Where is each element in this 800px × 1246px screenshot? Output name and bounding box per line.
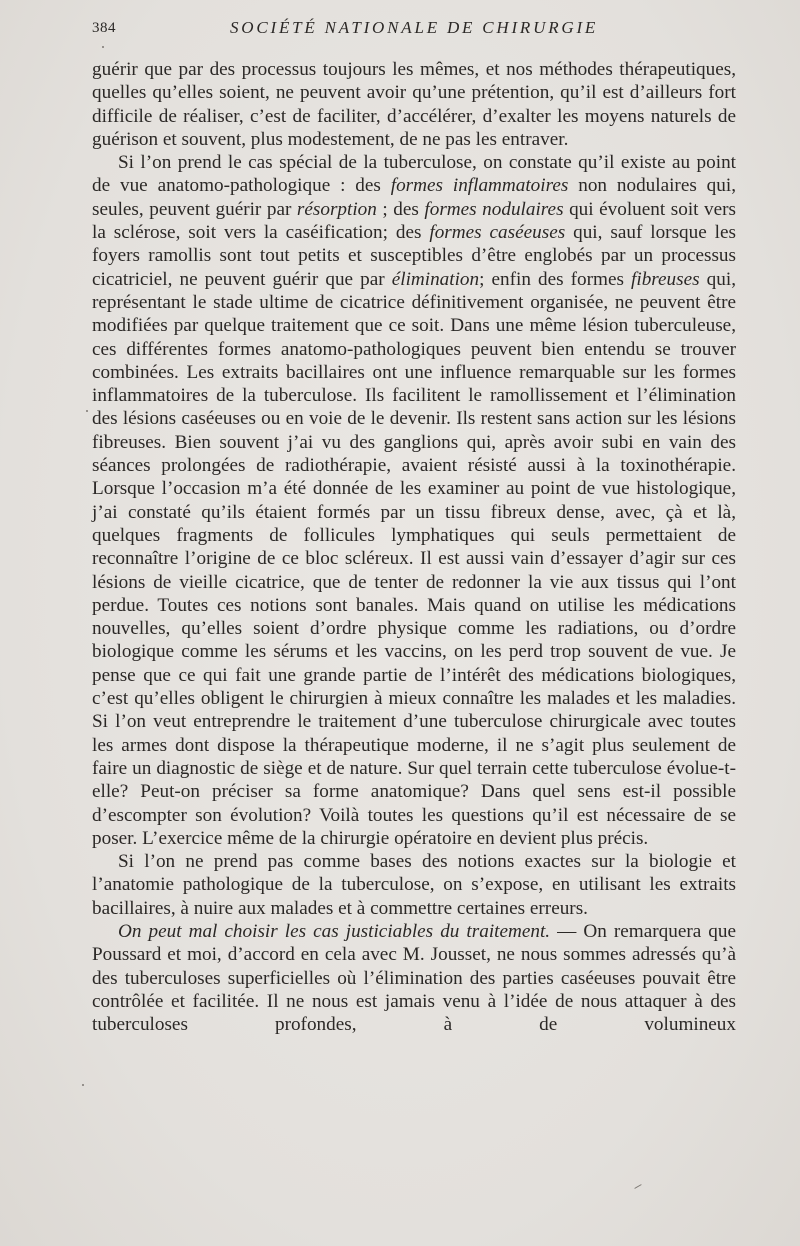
paragraph-3 [92,850,736,920]
paragraph-1 [92,58,736,151]
paragraph-2-italic-elimination: élimination [391,268,480,290]
paragraph-3-segment-1: Si l’on ne prend pas comme bases des notions exactes sur la biologie et l’anatomie pathologique de la tuberculose, on s’expose, en utilisant les extraits bacillaires, à nuire aux malades et à commettre certaines erreurs. [92,851,736,919]
journal-title: SOCIÉTÉ NATIONALE DE CHIRURGIE [230,18,599,37]
paragraph-2-segment-3: non nodulaires qui, seules, peuvent guérir par [92,175,736,220]
paragraph-2-segment-7: qui évoluent soit vers la sclérose, soit vers la caséification; des [92,198,736,244]
paragraph-2-segment-13: qui, représentant le stade ultime de cicatrice définitivement organisée, ne peuvent être modifiées par quelque traitement que ce soit. Dans une même lésion tuberculeuse, ces différentes formes anatomo-pathologiques peuvent bien entendu se trouver combinées. Les extraits bacillaires ont une influence remarquable sur les formes inflammatoires de la tuberculose. Ils facilitent le ramollissement et l’élimination des lésions caséeuses ou en voie de le devenir. Ils restent sans action sur les lésions fibreuses. Bien souvent j’ai vu des ganglions qui, après avoir subi en vain des séances prolongées de radiothérapie, avaient résisté aussi à la toxinothérapie. Lorsque l’occasion m’a été donnée de les examiner au point de vue histologique, j’ai constaté qu’ils étaient formés par un tissu fibreux dense, avec, çà et là, quelques fragments de follicules lymphatiques qui seuls permettaient de reconnaître l’origine de ce bloc scléreux. Il est aussi vain d’essayer d’agir sur ces lésions de vieille cicatrice, que de tenter de redonner la vie aux tissus qui l’ont perdue. Toutes ces notions sont banales. Mais quand on utilise les médications nouvelles, qu’elles soient d’ordre physique comme les radiations, ou d’ordre biologique comme les sérums et les vaccins, on les perd trop souvent de vue. Je pense que ce qui fait une grande partie de l’intérêt des médications biologiques, c’est qu’elles obligent le chirurgien à mieux connaître les malades et les maladies. Si l’on veut entreprendre le traitement d’une tuberculose chirurgicale avec toutes les armes dont dispose la thérapeutique moderne, il ne s’agit plus seulement de faire un diagnostic de siège et de nature. Sur quel terrain cette tuberculose évolue-t-elle? Peut-on préciser sa forme anatomique? Dans quel sens est-il possible d’escompter son évolution? Voilà toutes les questions qu’il est nécessaire de se poser. L’exercice même de la chirurgie opératoire en devient plus précis. [92,268,736,849]
paragraph-2-segment-1: Si l’on prend le cas spécial de la tuberculose, on constate qu’il existe au point de vue anatomo-pathologique : des [92,152,736,197]
paragraph-2-segment-11: ; enfin des formes [479,268,632,290]
running-head [92,18,736,42]
paragraph-2-italic-formes-inflammatoires: formes inflammatoires [390,175,569,197]
paper-speck [634,1184,641,1189]
paragraph-1-segment-1: guérir que par des processus toujours les mêmes, et nos méthodes thérapeutiques, quelles qu’elles soient, ne peuvent avoir qu’une prétention, qu’il est d’ailleurs fort difficile de réaliser, c’est de faciliter, d’accélérer, d’exalter les moyens naturels de guérison et souvent, plus modestement, de ne pas les entraver. [92,59,736,150]
paragraph-2-segment-5: ; des [376,198,425,220]
paragraph-2 [92,151,736,850]
paragraph-2-italic-formes-nodulaires: formes nodulaires [424,198,564,220]
paragraph-2-italic-formes-caseeuses: formes caséeuses [429,222,566,244]
paper-speck [82,1084,84,1086]
paper-speck [102,46,104,48]
paragraph-4-segment-2: — On remarquera que Poussard et moi, d’accord en cela avec M. Jousset, ne nous sommes adressés qu’à des tuberculoses superficielles où l’élimination des parties caséeuses pouvait être contrôlée et facilitée. Il ne nous est jamais venu à l’idée de nous attaquer à des tuberculoses profondes, à de volumineux [92,920,736,1036]
paragraph-4-italic-subheading: On peut mal choisir les cas justiciables du traitement. [118,920,551,942]
page-number: 384 [92,20,116,36]
body-text [92,58,736,1036]
paragraph-2-italic-resorption: résorption [296,198,377,220]
paragraph-4 [92,920,736,1036]
paragraph-2-italic-fibreuses: fibreuses [631,268,700,290]
paper-speck [86,410,88,412]
paragraph-2-segment-9: qui, sauf lorsque les foyers ramollis sont tout petits et susceptibles d’être englobés par un processus cicatriciel, ne peuvent guérir que par [92,222,736,290]
